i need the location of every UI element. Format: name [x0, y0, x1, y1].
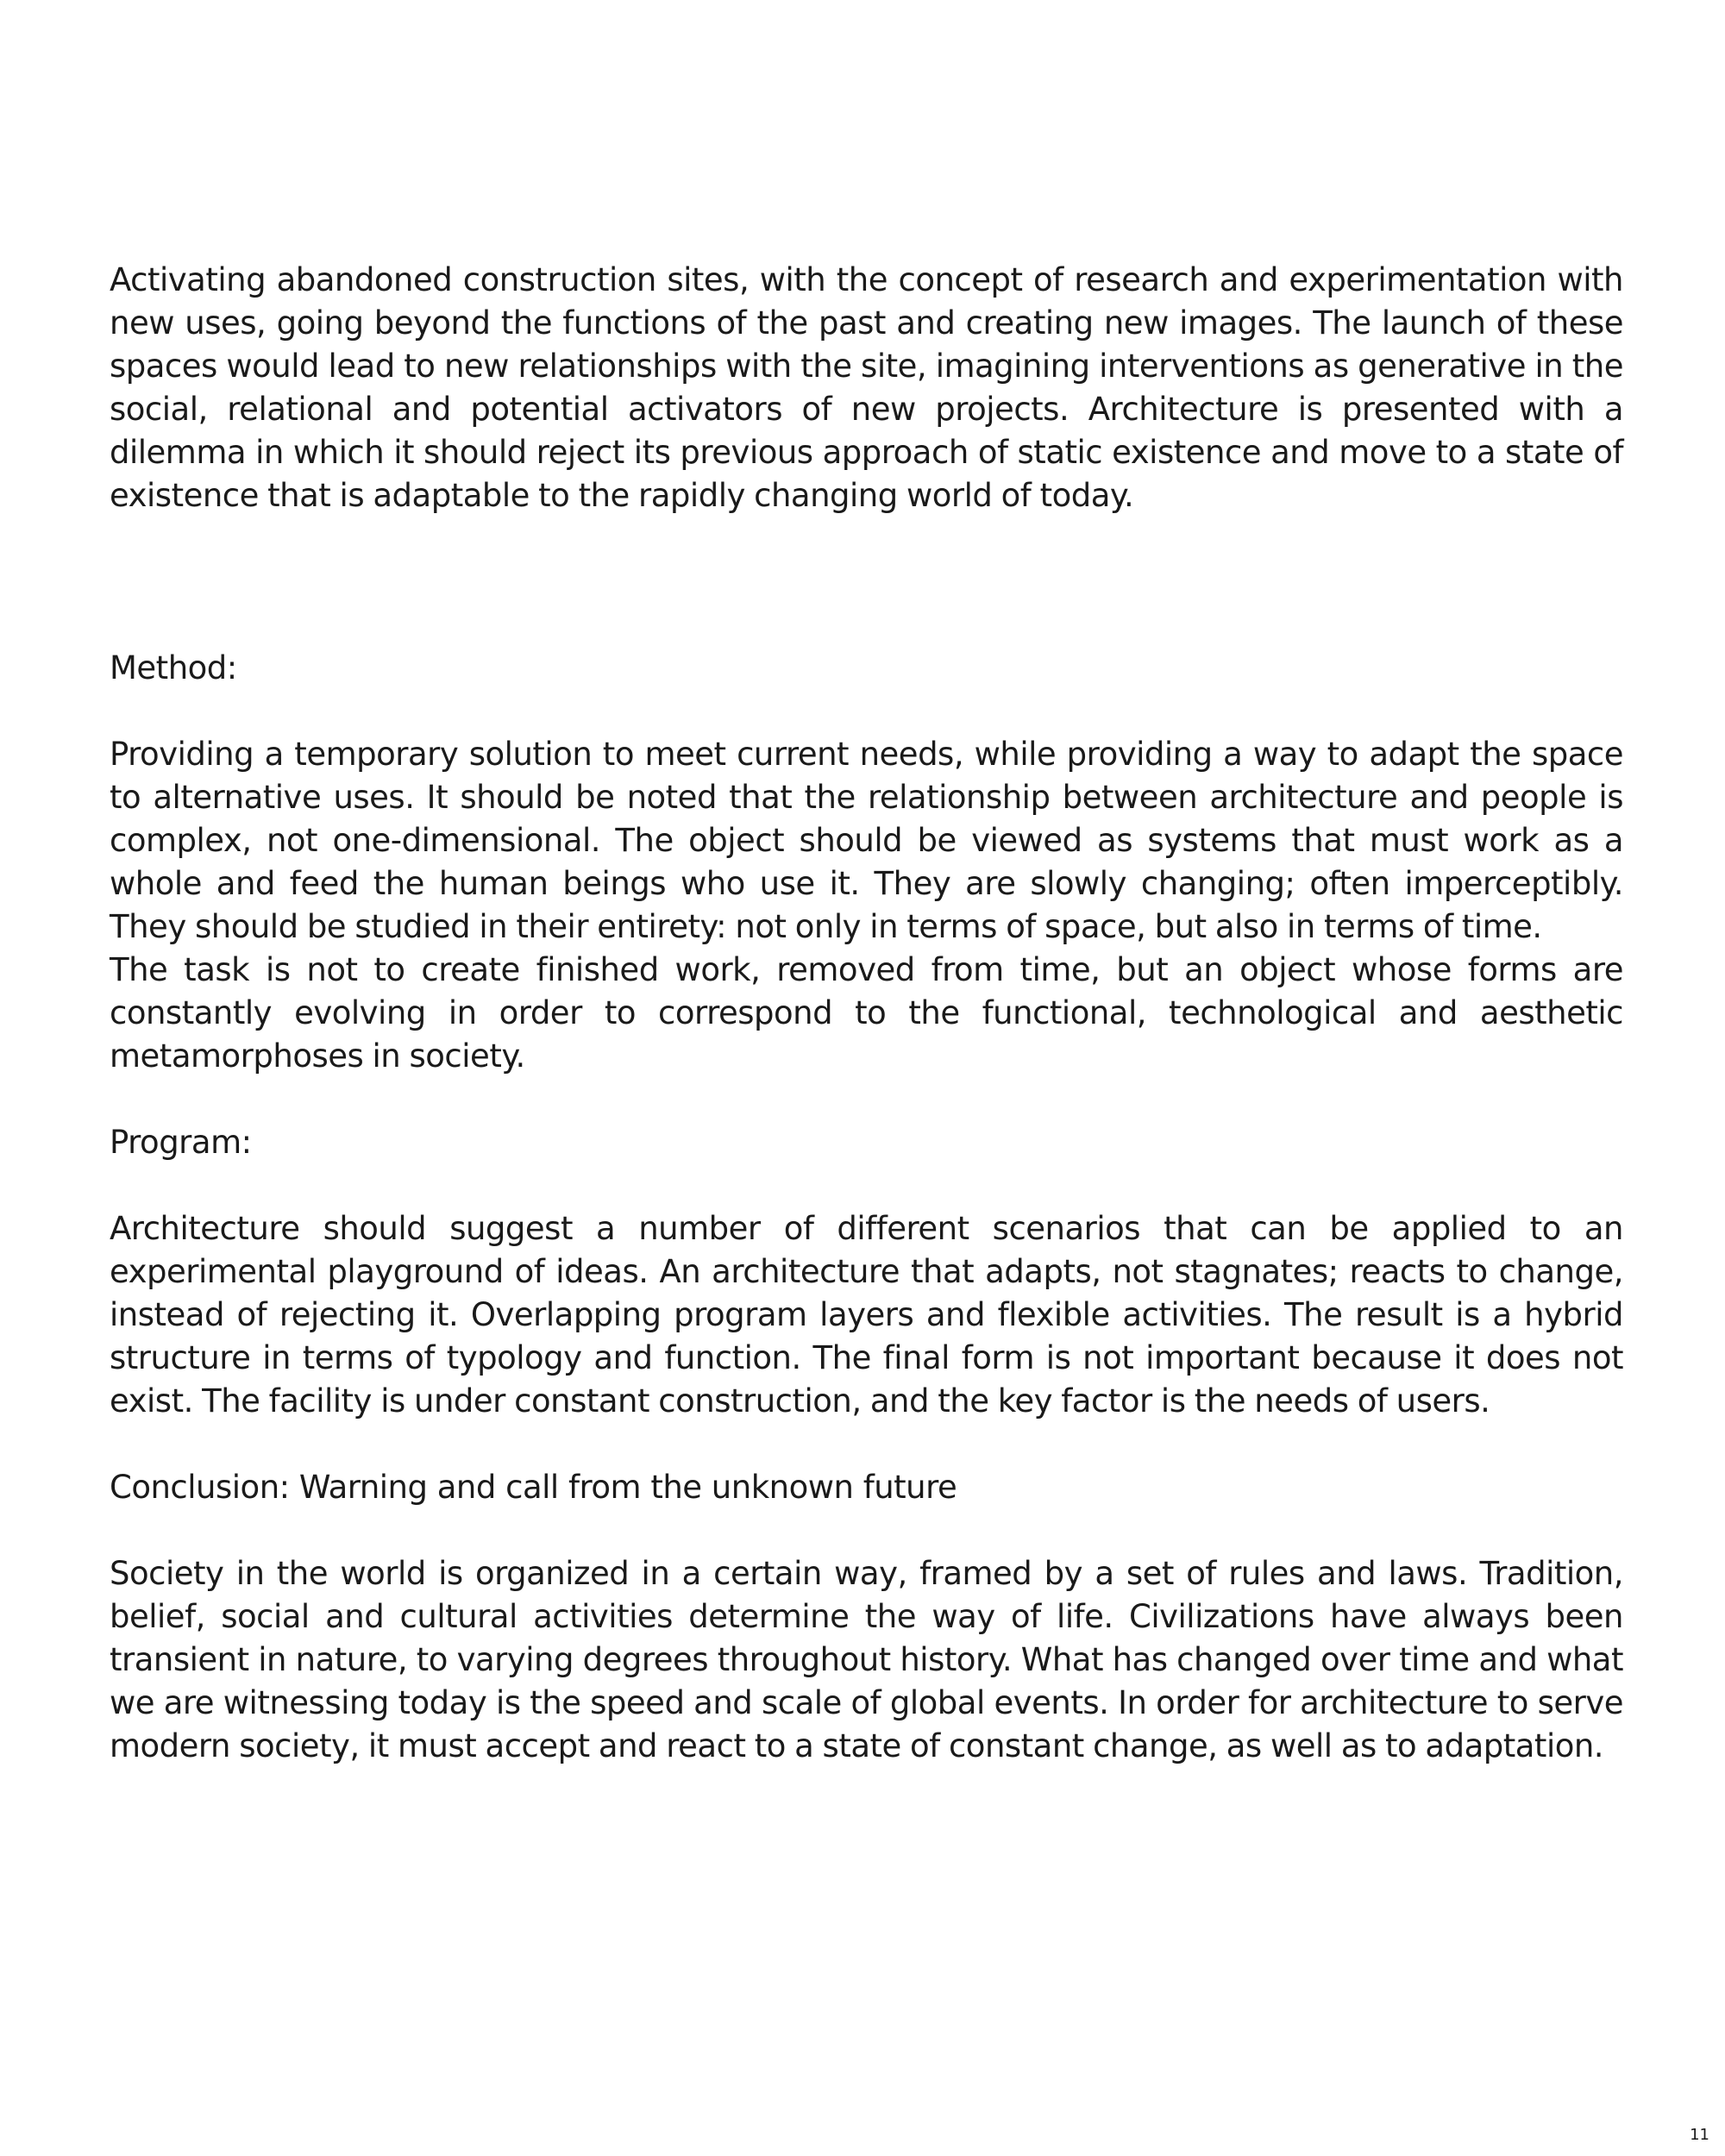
program-paragraph: Architecture should suggest a number of different scenarios that can be applied to an experimental playground of ideas. An architecture that adapts, not stagnates; reacts to change, instead of rejecting it. Overlapping program layers and flexible activities. The result is a hybrid structure in terms of typology and function. The final form is not important because it does not exist. The facility is under constant construction, and the key factor is the needs of users.	[110, 1210, 1623, 1420]
section-spacer	[110, 1509, 1623, 1552]
conclusion-paragraph: Society in the world is organized in a certain way, framed by a set of rules and laws. Tradition, belief, social and cultural activities determine the way of life. Civilizations have always been transient in nature, to varying degrees throughout history. What has changed over time and what we are witnessing today is the speed and scale of global events. In order for architecture to serve modern society, it must accept and react to a state of constant change, as well as to adaptation.	[110, 1555, 1623, 1764]
program-heading: Program:	[110, 1124, 252, 1161]
intro-paragraph: Activating abandoned construction sites, with the concept of research and experimentation with new uses, going beyond the functions of the past and creating new images. The launch of these spaces would lead to new relationships with the site, imagining interventions as generative in the social, relational and potential activators of new projects. Architecture is presented with a dilemma in which it should reject its previous approach of static existence and move to a state of existence that is adaptable to the rapidly changing world of today.	[110, 261, 1623, 514]
section-spacer	[110, 1078, 1623, 1121]
page-number: 11	[1690, 2126, 1709, 2144]
method-heading: Method:	[110, 649, 237, 686]
section-spacer	[110, 690, 1623, 733]
section-spacer	[110, 1164, 1623, 1207]
document-body	[110, 259, 1623, 1768]
section-spacer	[110, 517, 1623, 647]
method-paragraph-1: Providing a temporary solution to meet current needs, while providing a way to adapt the space to alternative uses. It should be noted that the relationship between architecture and people is complex, not one-dimensional. The object should be viewed as systems that must work as a whole and feed the human beings who use it. They are slowly changing; often imperceptibly. They should be studied in their entirety: not only in terms of space, but also in terms of time.	[110, 736, 1623, 945]
section-spacer	[110, 1423, 1623, 1466]
conclusion-heading: Conclusion: Warning and call from the unknown future	[110, 1469, 957, 1506]
method-paragraph-2: The task is not to create finished work, removed from time, but an object whose forms are constantly evolving in order to correspond to the functional, technological and aesthetic metamorphoses in society.	[110, 951, 1623, 1075]
